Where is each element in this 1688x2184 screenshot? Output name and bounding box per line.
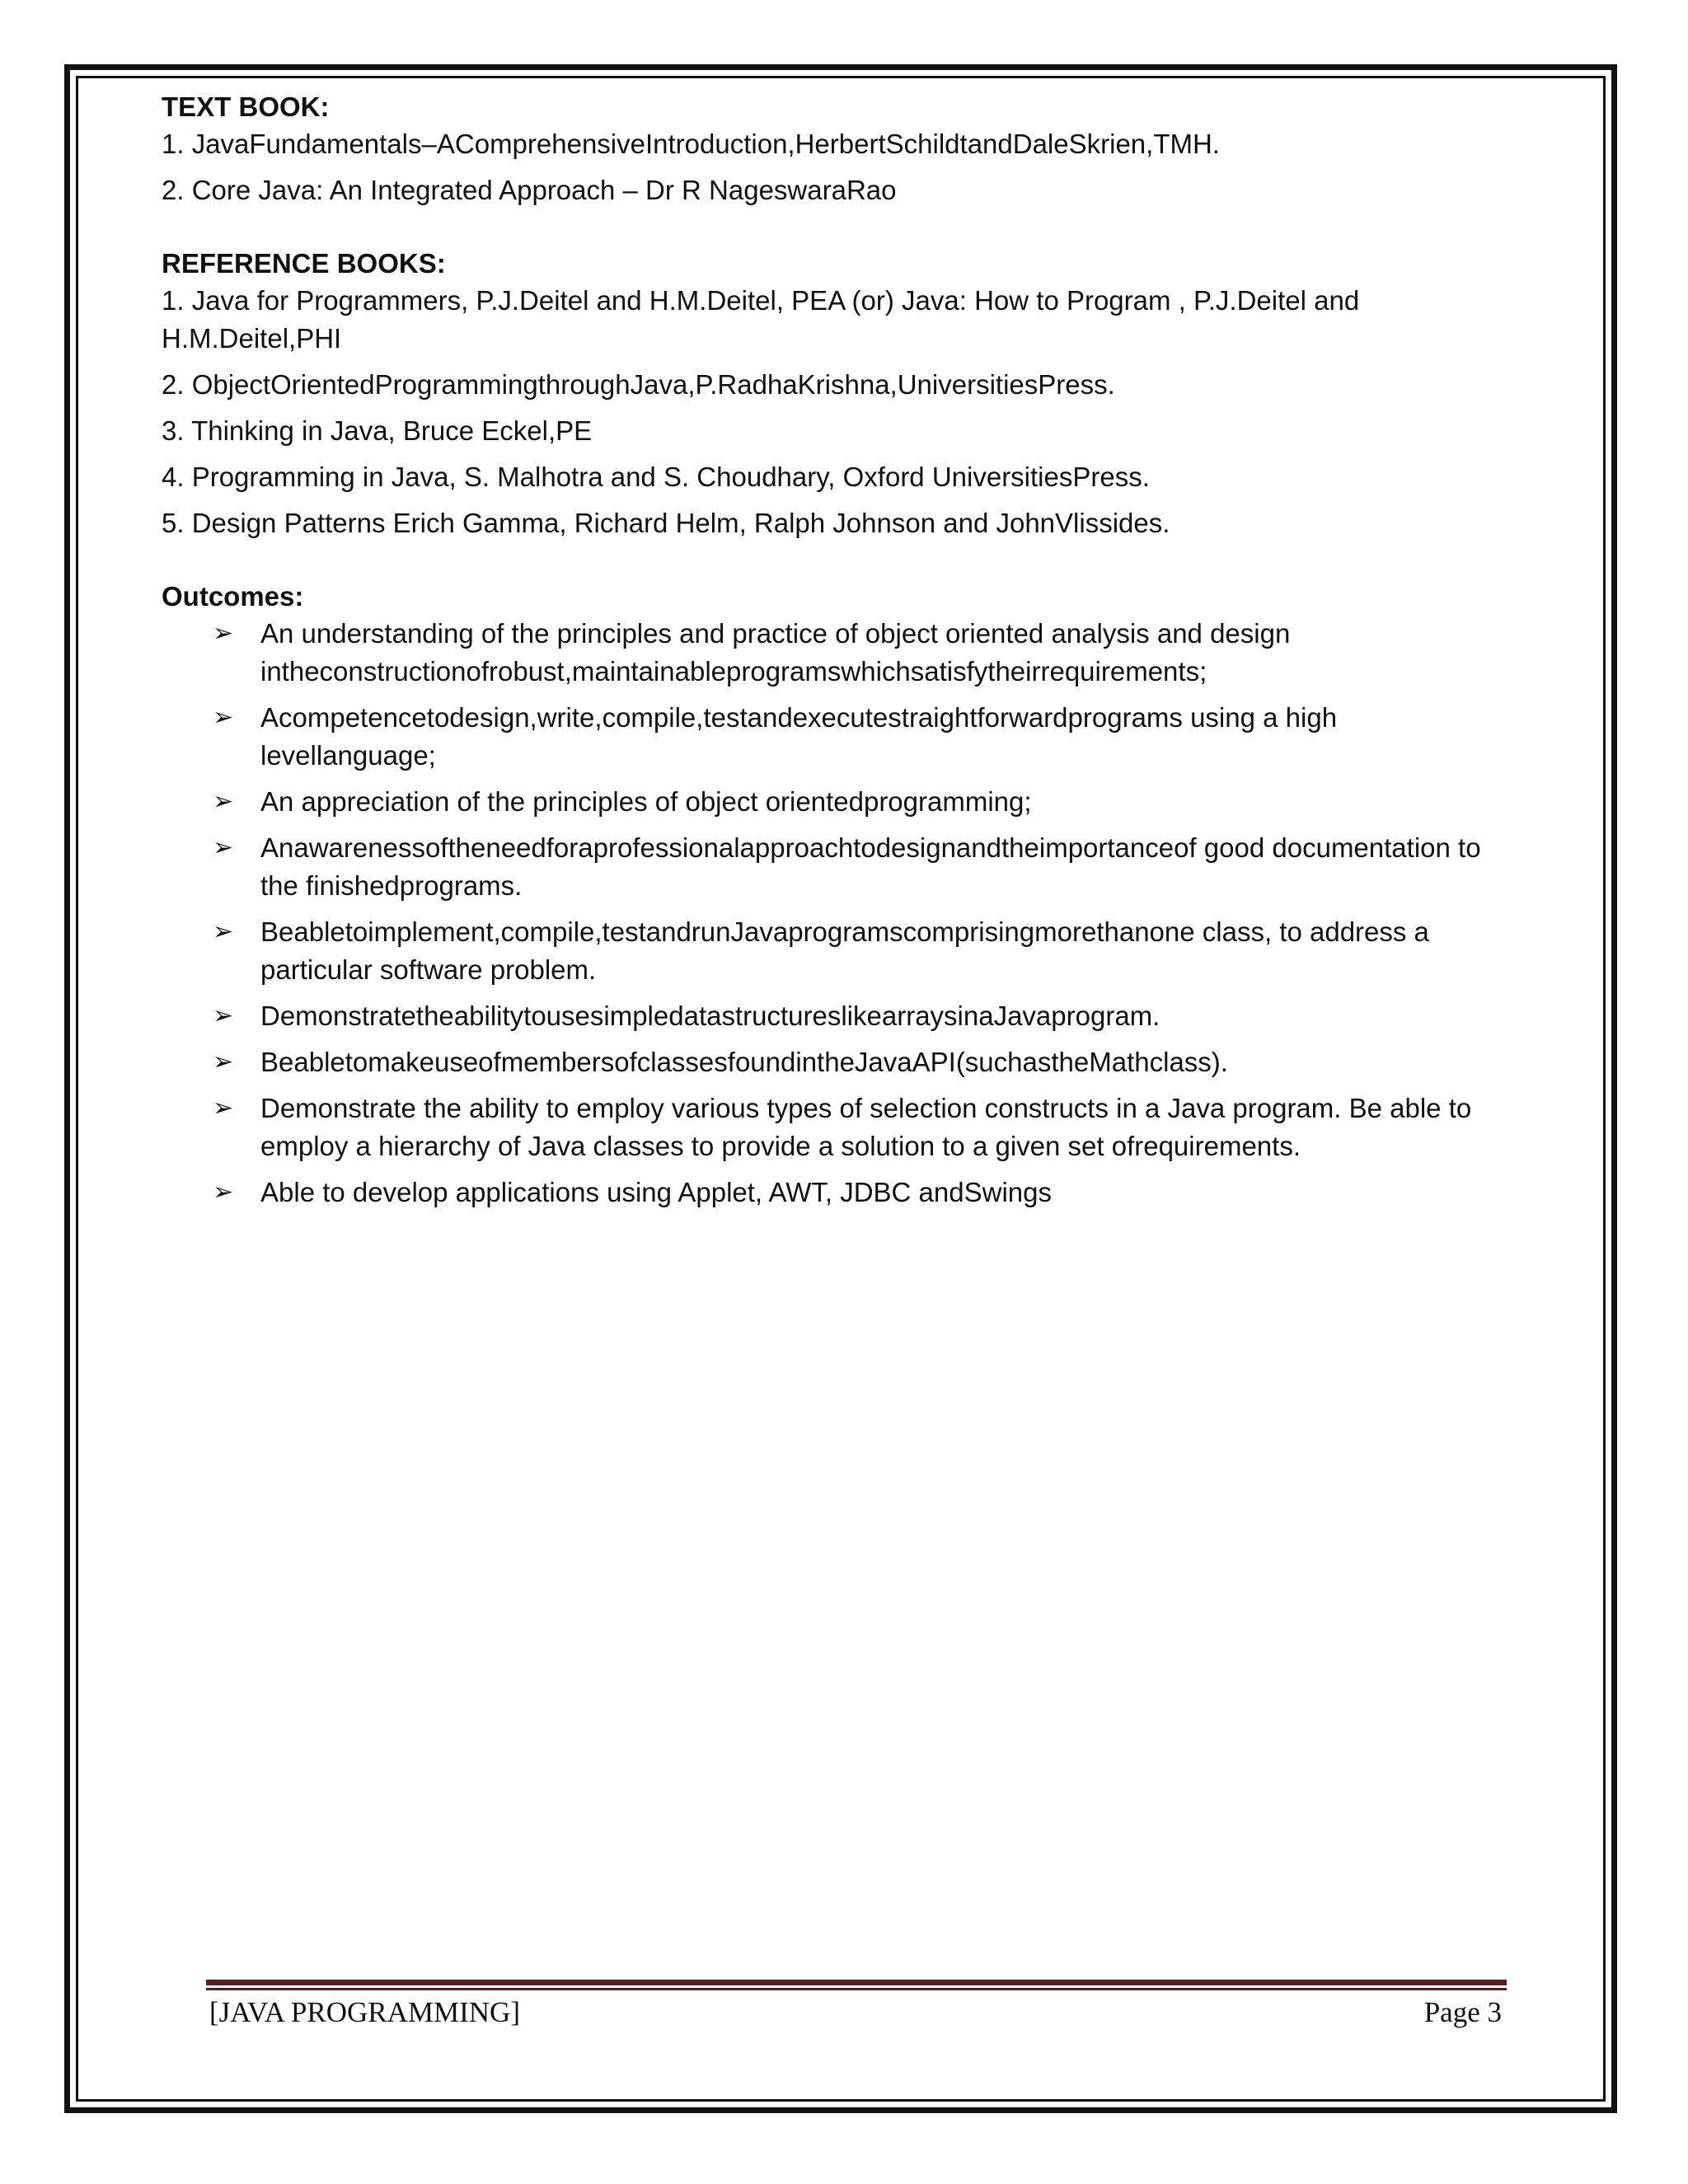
arrow-bullet-icon: ➢ bbox=[213, 1048, 234, 1076]
text-book-item: 2. Core Java: An Integrated Approach – Dr R NageswaraRao bbox=[162, 175, 897, 205]
arrow-bullet-icon: ➢ bbox=[213, 918, 234, 945]
outcome-text: An understanding of the principles and practice of object oriented analysis and design intheconstructionofrobust,maintainableprogramswhichsatisfytheirrequirements; bbox=[260, 618, 1291, 687]
outcomes-section bbox=[162, 579, 1513, 1212]
arrow-bullet-icon: ➢ bbox=[213, 1179, 234, 1206]
outcome-text: Able to develop applications using Applet, AWT, JDBC andSwings bbox=[260, 1177, 1052, 1207]
footer-rule bbox=[206, 1980, 1507, 1990]
outcome-item bbox=[162, 699, 1513, 775]
outcome-item bbox=[162, 615, 1513, 691]
outcome-item bbox=[162, 829, 1513, 905]
outcome-text: Acompetencetodesign,write,compile,testandexecutestraightforwardprograms using a high levellanguage; bbox=[260, 702, 1338, 771]
outcome-text: Anawarenessoftheneedforaprofessionalapproachtodesignandtheimportanceof good documentation to the finishedprograms. bbox=[260, 832, 1481, 901]
outcome-item bbox=[162, 1090, 1513, 1165]
reference-book-item: 3. Thinking in Java, Bruce Eckel,PE bbox=[162, 415, 593, 446]
page-content bbox=[162, 89, 1513, 1220]
text-book-section bbox=[162, 89, 1513, 209]
reference-books-heading: REFERENCE BOOKS: bbox=[162, 248, 446, 279]
arrow-bullet-icon: ➢ bbox=[213, 620, 234, 647]
text-book-heading: TEXT BOOK: bbox=[162, 91, 330, 122]
reference-book-item: 4. Programming in Java, S. Malhotra and S. Choudhary, Oxford UniversitiesPress. bbox=[162, 462, 1150, 492]
arrow-bullet-icon: ➢ bbox=[213, 704, 234, 731]
outcome-item bbox=[162, 783, 1513, 821]
outcomes-list bbox=[162, 615, 1513, 1212]
outcome-text: An appreciation of the principles of object orientedprogramming; bbox=[260, 786, 1032, 817]
arrow-bullet-icon: ➢ bbox=[213, 1002, 234, 1029]
outcome-item bbox=[162, 997, 1513, 1035]
reference-book-item: 1. Java for Programmers, P.J.Deitel and H.M.Deitel, PEA (or) Java: How to Program , P.J.Deitel and H.M.Deitel,PHI bbox=[162, 285, 1360, 354]
outcome-item bbox=[162, 913, 1513, 989]
reference-book-item: 5. Design Patterns Erich Gamma, Richard Helm, Ralph Johnson and JohnVlissides. bbox=[162, 508, 1170, 538]
outcomes-heading: Outcomes: bbox=[162, 581, 304, 612]
outcome-item bbox=[162, 1043, 1513, 1081]
arrow-bullet-icon: ➢ bbox=[213, 834, 234, 861]
reference-book-item: 2. ObjectOrientedProgrammingthroughJava,P.RadhaKrishna,UniversitiesPress. bbox=[162, 369, 1115, 400]
outcome-text: Beabletoimplement,compile,testandrunJavaprogramscomprisingmorethanone class, to address a particular software problem. bbox=[260, 916, 1429, 985]
footer-rule-thick bbox=[206, 1980, 1507, 1985]
reference-books-section bbox=[162, 246, 1513, 542]
text-book-item: 1. JavaFundamentals–AComprehensiveIntroduction,HerbertSchildtandDaleSkrien,TMH. bbox=[162, 129, 1220, 159]
footer-rule-thin bbox=[206, 1988, 1507, 1990]
outcome-item bbox=[162, 1174, 1513, 1212]
outcome-text: Demonstrate the ability to employ various types of selection constructs in a Java program. Be able to employ a hierarchy of Java classes to provide a solution to a given set ofrequirements. bbox=[260, 1093, 1472, 1161]
arrow-bullet-icon: ➢ bbox=[213, 1094, 234, 1122]
outcome-text: BeabletomakeuseofmembersofclassesfoundintheJavaAPI(suchastheMathclass). bbox=[260, 1047, 1228, 1077]
page-number: Page 3 bbox=[1423, 1996, 1502, 2028]
outcome-text: DemonstratetheabilitytousesimpledatastructureslikearraysinaJavaprogram. bbox=[260, 1001, 1160, 1031]
footer-title: [JAVA PROGRAMMING] bbox=[209, 1996, 520, 2028]
arrow-bullet-icon: ➢ bbox=[213, 788, 234, 815]
